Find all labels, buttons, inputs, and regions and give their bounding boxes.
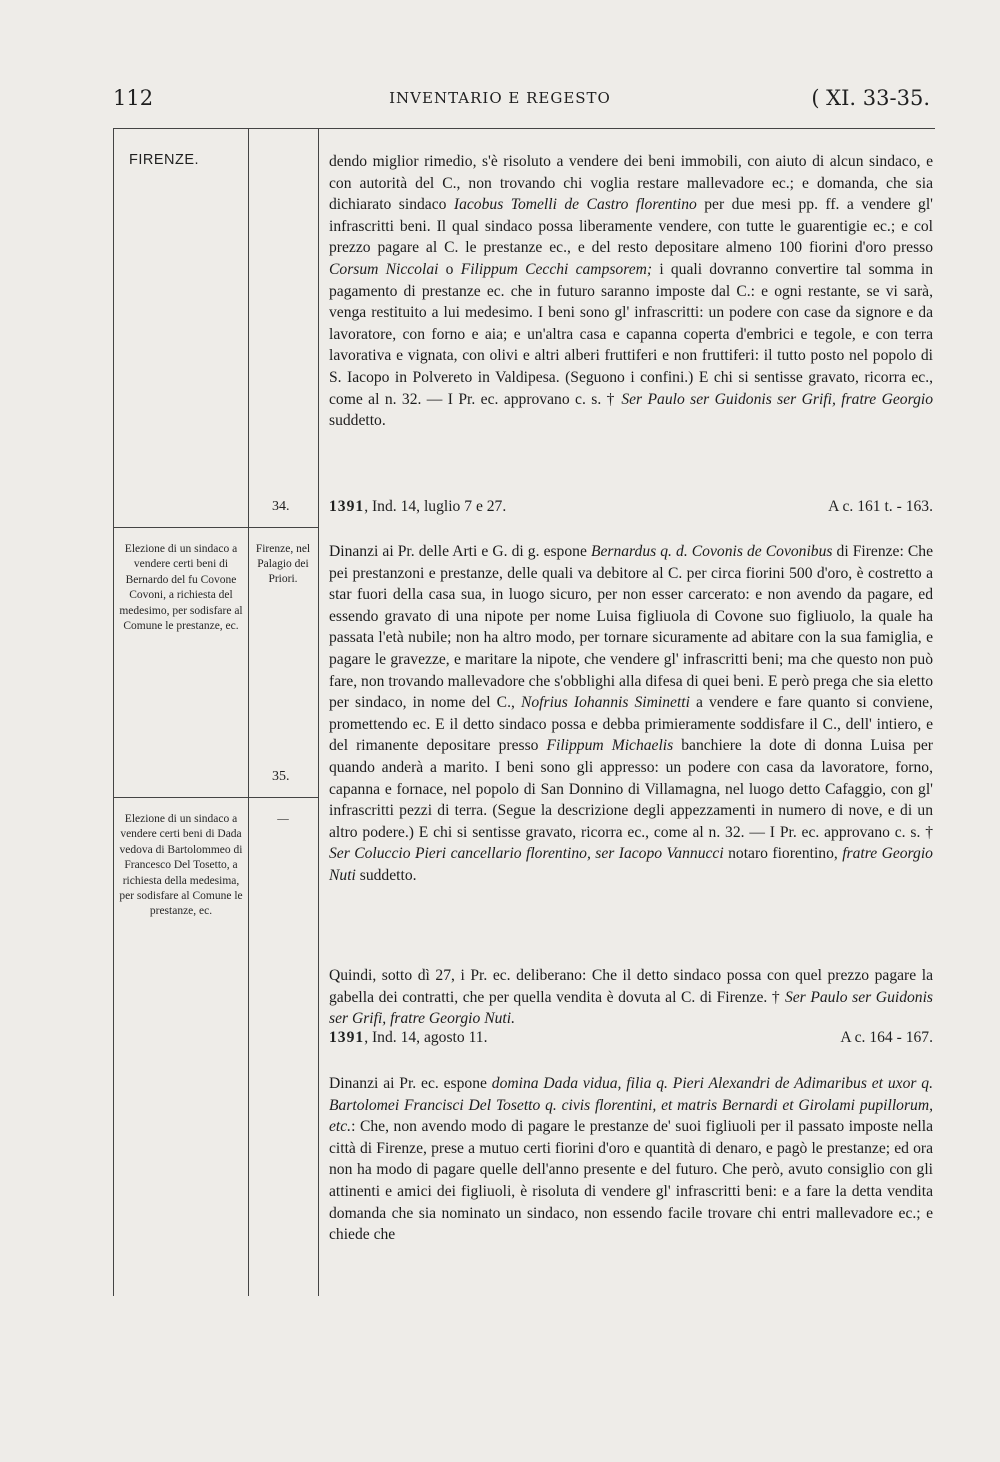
doc35-heading	[329, 1029, 933, 1047]
doc34-archive-ref: A c. 161 t. - 163.	[828, 498, 933, 515]
header-rule	[113, 128, 935, 129]
left-column-line	[113, 128, 114, 1296]
doc34-addendum: Quindi, sotto dì 27, i Pr. ec. deliberano: Che il detto sindaco possa con quel prezzo pagare la gabella dei contratti, che per quella vendita è dovuta al C. di Firenze. † Ser Paulo ser Guidonis ser Grifi, fratre Georgio Nuti.	[329, 967, 933, 1028]
entry35-divider	[113, 797, 318, 798]
entry34-divider	[113, 527, 318, 528]
middle-column-line	[248, 128, 249, 1296]
running-title: INVENTARIO E REGESTO	[389, 89, 611, 107]
entry35-place: —	[277, 813, 289, 825]
entry35-number: 35.	[272, 769, 290, 784]
doc35-archive-ref: A c. 164 - 167.	[840, 1029, 933, 1046]
section-reference: ( XI. 33-35.	[811, 86, 930, 110]
margin-city: FIRENZE.	[129, 152, 200, 168]
running-header	[0, 86, 1000, 116]
doc34-heading	[329, 498, 933, 516]
doc34-date: , Ind. 14, luglio 7 e 27.	[364, 498, 507, 515]
doc35-body: Dinanzi ai Pr. ec. espone domina Dada vidua, filia q. Pieri Alexandri de Adimaribus et uxor q. Bartolomei Francisci Del Tosetto q. civis florentini, et matris Bernardi et Girolami pupillorum, etc.: Che, non avendo modo di pagare le prestanze de' suoi figliuoli per il passato imposte nella città di Firenze, prese a mutuo certi fiorini d'oro e quantità di denaro, e pagò le prestanze; ed ora non ha modo di pagare quelle dell'anno presente e del futuro. Che però, avuto consiglio con gli attinenti e amici dei figliuoli, è risoluta di vendere gl' infrascritti beni: e a fare la detta vendita domanda che sia nominato un sindaco, non essendo facile trovare chi entri mallevadore ec.; e chiede che	[329, 1075, 933, 1244]
right-column-line	[318, 128, 319, 1296]
doc35-year: 1391	[329, 1029, 365, 1046]
page-number: 112	[113, 86, 154, 110]
entry35-summary: Elezione di un sindaco a vendere certi beni di Dada vedova di Bartolommeo di Francesco Del Tosetto, a richiesta della medesima, per sodisfare al Comune le prestanze, ec.	[119, 813, 243, 918]
doc34-body: Dinanzi ai Pr. delle Arti e G. di g. espone Bernardus q. d. Covonis de Covonibus di Firenze: Che pei prestanzoni e prestanze, delle quali va debitore al C. per circa fiorini 500 d'oro, è costretto a star fuori della casa sua, in luogo sicuro, per non esser carcerato: e non avendo da pagare, ed essendo gravato di una nipote per nome Luisa figliuola di Covone suo figliuolo, la quale ha passata l'età nubile; non ha altro modo, per tornare sicuramente ad abitare con la sua famiglia, e pagare le gravezze, e maritare la nipote, che vendere gl' infrascritti beni; ma che questo non può fare, non trovando mallevadore che s'obblighi alla difesa di quei beni. E però prega che sia eletto per sindaco, in nome del C., Nofrius Iohannis Siminetti a vendere e fare quanto si conviene, promettendo ec. E il detto sindaco possa e debba primieramente soddisfare il C., dell' intiero, e del rimanente depositare presso Filippum Michaelis banchiere la dote di donna Luisa per quando anderà a marito. I beni sono gli appresso: un podere con casa da lavoratore, forno, capanna e fornace, nel popolo di San Donnino di Villamagna, nel luogo detto Cafaggio, con gl' infrascritti pezzi di terra. (Segue la descrizione degli appezzamenti in numero di nove, e di un altro podere.) E chi si sentisse gravato, ricorra ec., come al n. 32. — I Pr. ec. approvano c. s. † Ser Coluccio Pieri cancellario florentino, ser Iacopo Vannucci notaro fiorentino, fratre Georgio Nuti suddetto.	[329, 543, 933, 884]
entry34-summary: Elezione di un sindaco a vendere certi beni di Bernardo del fu Covone Covoni, a richiesta del medesimo, per sodisfare al Comune le prestanze, ec.	[119, 543, 243, 633]
doc35-date: , Ind. 14, agosto 11.	[364, 1029, 488, 1046]
doc34-year: 1391	[329, 498, 365, 515]
entry34-place: Firenze, nel Palagio dei Priori.	[255, 543, 311, 585]
entry34-number: 34.	[272, 499, 290, 514]
paragraph-continuation: dendo miglior rimedio, s'è risoluto a vendere dei beni immobili, con aiuto di alcun sindaco, e con autorità del C., non trovando chi voglia restare mallevadore ec.; e domanda, che sia dichiarato sindaco Iacobus Tomelli de Castro florentino per due mesi pp. ff. a vendere gl' infrascritti beni. Il qual sindaco possa liberamente vendere, con tutte le guarentigie ec.; e col prezzo pagare al C. le prestanze ec., e del resto depositare almeno 100 fiorini d'oro presso Corsum Niccolai o Filippum Cecchi campsorem; i quali dovranno convertire tal somma in pagamento di prestanze ec. che in futuro saranno imposte dal C.: e ogni restante, se vi sarà, venga restituito a lui medesimo. I beni sono gl' infrascritti: un podere con case da signore e da lavoratore, con forno e aia; e un'altra casa e capanna coperta d'embrici e tegole, e con terra lavorativa e vignata, con olivi e altri alberi fruttiferi e non fruttiferi: il tutto posto nel popolo di S. Iacopo in Polvereto in Valdipesa. (Seguono i confini.) E chi si sentisse gravato, ricorra ec., come al n. 32. — I Pr. ec. approvano c. s. † Ser Paulo ser Guidonis ser Grifi, fratre Georgio suddetto.	[329, 153, 933, 430]
